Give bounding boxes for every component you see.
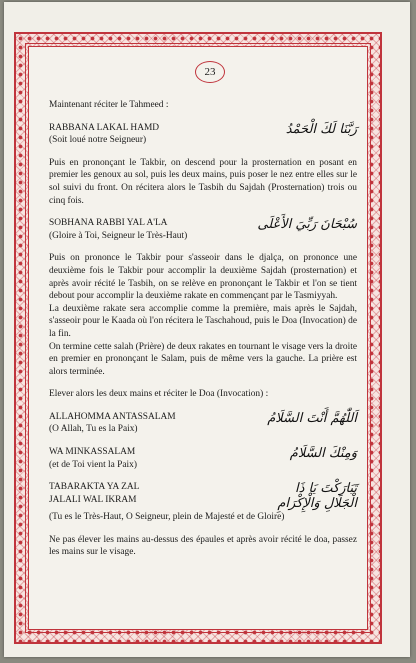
doa2-transliteration: WA MINKASSALAM xyxy=(49,447,136,458)
salam-paragraph: On termine cette salah (Prière) de deux rakates en tournant le visage vers la droite en premier en prononçant le Salam, puis de même vers la gauche. La prière est alors terminée. xyxy=(49,341,357,377)
doa1-translation: (O Allah, Tu es la Paix) xyxy=(49,424,138,435)
doa2-block xyxy=(49,446,357,471)
doa3-translation: (Tu es le Très-Haut, O Seigneur, plein de Majesté et de Gloire) xyxy=(49,512,285,523)
doa3-block xyxy=(49,481,357,511)
second-rakate-paragraph: Puis on prononce le Takbir pour s'asseoir dans le djalça, on prononce une deuxième fois le Takbir pour accomplir la deuxième Sajdah (prosternation) et après avoir récité le Tasbih, on se relève en prononçant le Takbir et l'on se tient debout pour accomplir la deuxième rakate en commençant par le Tasmiyyah. xyxy=(49,253,357,302)
kaada-paragraph: La deuxième rakate sera accomplie comme la première, mais après le Sajdah, s'asseoir pour le Kaada où l'on récitera le Taschahoud, puis le Doa (Invocation) de la fin. xyxy=(49,303,357,339)
doa3-arabic-1: تَبَارَكْتَ يَا ذَا xyxy=(295,481,357,497)
page-content xyxy=(49,99,357,559)
tahmeed-block xyxy=(49,122,357,147)
page-body xyxy=(28,46,368,630)
doa3-transliteration-2: JALALI WAL IKRAM xyxy=(49,494,137,505)
page-number: 23 xyxy=(195,61,225,83)
doa3-transliteration-1: TABARAKTA YA ZAL xyxy=(49,482,140,493)
book-page xyxy=(4,2,410,657)
tasbih-transliteration: SOBHANA RABBI YAL A'LA xyxy=(49,218,168,229)
doa1-transliteration: ALLAHOMMA ANTASSALAM xyxy=(49,411,176,422)
doa2-arabic: وَمِنْكَ السَّلَامُ xyxy=(289,446,357,462)
tahmeed-intro: Maintenant réciter le Tahmeed : xyxy=(49,100,169,110)
doa1-block xyxy=(49,411,357,436)
prosternation-paragraph: Puis en prononçant le Takbir, on descend pour la prosternation en posant en premier les genoux au sol, puis les deux mains, puis poser le nez entre elles sur le sol suivi du front. On récitera alors le Tasbih du Sajdah (Prosternation) trois ou cinq fois. xyxy=(49,157,357,206)
doa3-arabic-2: الْجَلَالِ وَالْإِكْرَامِ xyxy=(277,496,357,512)
decorative-border xyxy=(14,32,382,644)
doa2-translation: (et de Toi vient la Paix) xyxy=(49,459,137,470)
tahmeed-transliteration: RABBANA LAKAL HAMD xyxy=(49,122,160,133)
doa1-arabic: اَللّٰهُمَّ أَنْتَ السَّلَامُ xyxy=(267,410,357,426)
tasbih-arabic: سُبْحَانَ رَبِّيَ الأَعْلَى xyxy=(257,217,357,233)
doa-intro: Elever alors les deux mains et réciter le Doa (Invocation) : xyxy=(49,389,269,400)
tasbih-block xyxy=(49,217,357,242)
tasbih-translation: (Gloire à Toi, Seigneur le Très-Haut) xyxy=(49,230,188,241)
tahmeed-translation: (Soit loué notre Seigneur) xyxy=(49,135,147,146)
tahmeed-arabic: رَبَّنَا لَكَ الْحَمْدُ xyxy=(285,121,357,137)
closing-note: Ne pas élever les mains au-dessus des épaules et après avoir récité le doa, passez les mains sur le visage. xyxy=(49,534,357,558)
